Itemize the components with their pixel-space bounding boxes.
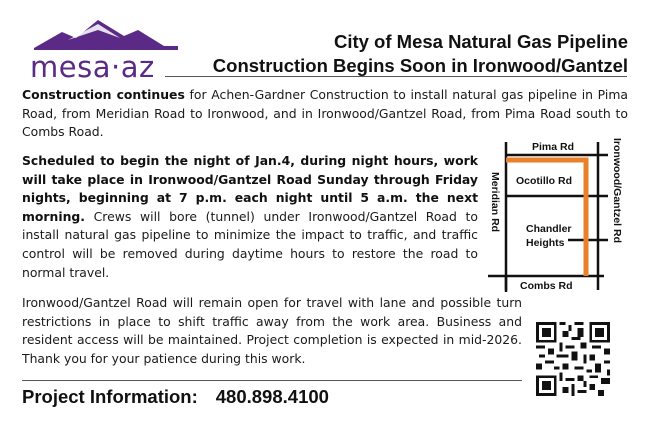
map-label-ocotillo: Ocotillo Rd (516, 175, 572, 187)
map-label-pima: Pima Rd (532, 141, 575, 153)
project-info-footer (22, 386, 329, 408)
project-phone-number[interactable]: 480.898.4100 (215, 386, 329, 407)
map-label-combs: Combs Rd (520, 280, 573, 292)
map-label-ironwood: Ironwood/Gantzel Rd (611, 138, 623, 243)
title-divider (165, 76, 627, 77)
footer-divider (22, 380, 522, 381)
map-label-chandler-2: Heights (526, 237, 565, 249)
intro-bold: Construction continues (22, 87, 185, 102)
title-line-2: Construction Begins Soon in Ironwood/Gantzel (212, 55, 628, 76)
project-info-label: Project Information: (22, 386, 198, 407)
map-label-chandler-1: Chandler (526, 223, 572, 235)
mesa-logo-text: mesa·az (30, 50, 155, 84)
access-paragraph: Ironwood/Gantzel Road will remain open for travel with lane and possible turn restrictions in place to shift traffic away from the work area. Business and resident access will be maintained. Project completion is expected in mid-2026. Thank you for your patience during this work. (22, 295, 522, 366)
schedule-bold: Scheduled to begin the night of Jan.4, during night hours, work will take place in Ironwood/Gantzel Road Sunday through Friday nights, beginning at 7 p.m. each night until 5 a.m. the next morning. (22, 153, 478, 224)
qr-code-icon[interactable] (536, 322, 610, 396)
project-area-map (484, 132, 630, 296)
schedule-paragraph (22, 152, 478, 282)
map-label-meridian: Meridian Rd (489, 172, 501, 233)
intro-text: for Achen-Gardner Construction to install natural gas pipeline in Pima Road, from Meridian Road to Ironwood, and in Ironwood/Gantzel Road, from Pima Road south to Combs Road. (22, 87, 628, 140)
page-title (213, 30, 628, 78)
schedule-text: Crews will bore (tunnel) under Ironwood/Gantzel Road to install natural gas pipeline to minimize the impact to traffic, and traffic control will be removed during daytime hours to restore the road to normal travel. (22, 208, 478, 280)
title-line-1: City of Mesa Natural Gas Pipeline (333, 31, 628, 52)
